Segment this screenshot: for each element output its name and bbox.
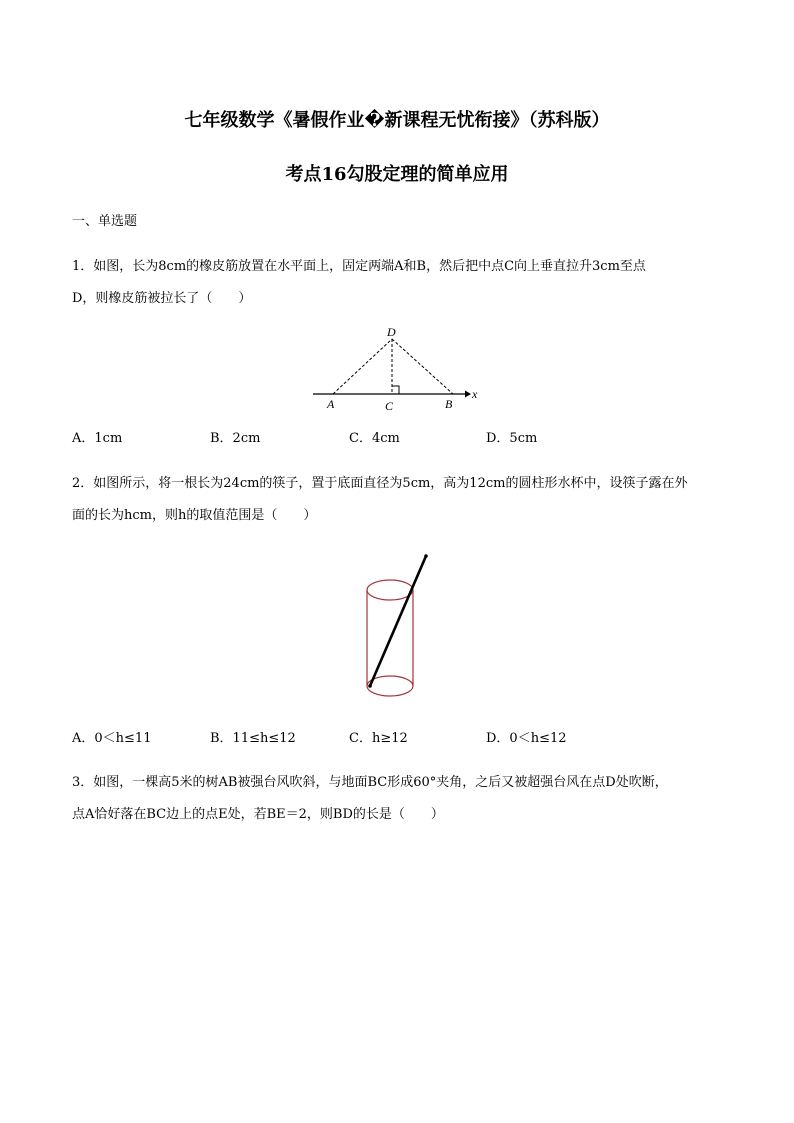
cylinder-top (367, 580, 413, 600)
q1-option-d: D．5cm (486, 431, 538, 446)
document-subtitle: 考点16勾股定理的简单应用 (285, 164, 509, 185)
segment-ad (333, 339, 392, 394)
label-a: A (327, 397, 335, 411)
question-3-line-1: 3．如图，一棵高5米的树AB被强台风吹斜，与地面BC形成60°夹角，之后又被超强台风在点D处吹断， (72, 775, 668, 790)
section-heading: 一、单选题 (72, 214, 138, 229)
question-2-line-1: 2．如图所示，将一根长为24cm的筷子，置于底面直径为5cm，高为12cm的圆柱形水杯中，设筷子露在外 (72, 476, 688, 491)
label-b: B (445, 397, 453, 411)
label-x: x (472, 387, 478, 401)
q1-option-c: C．4cm (349, 431, 400, 446)
right-angle-mark (392, 386, 399, 394)
question-3-line-2: 点A恰好落在BC边上的点E处，若BE＝2，则BD的长是（ ） (72, 807, 444, 822)
question-1-line-1: 1．如图，长为8cm的橡皮筋放置在水平面上，固定两端A和B，然后把中点C向上垂直拉升3cm至点 (72, 259, 646, 274)
q2-option-b: B．11≤h≤12 (210, 731, 296, 746)
question-2-line-2: 面的长为hcm，则h的取值范围是（ ） (72, 508, 317, 523)
q2-option-c: C．h≥12 (349, 731, 408, 746)
q2-option-d: D．0＜h≤12 (486, 731, 567, 746)
question-2-figure (355, 548, 445, 700)
axis-arrow (465, 391, 471, 398)
question-1-figure (305, 322, 485, 414)
segment-db (392, 339, 453, 394)
document-title: 七年级数学《暑假作业�新课程无忧衔接》（苏科版） (184, 110, 610, 131)
q1-option-a: A．1cm (72, 431, 123, 446)
chopstick-end (424, 554, 428, 558)
label-d: D (387, 325, 396, 339)
chopstick-base (368, 684, 372, 688)
label-c: C (385, 399, 394, 413)
chopstick (370, 556, 426, 686)
q1-option-b: B．2cm (210, 431, 261, 446)
q2-option-a: A．0＜h≤11 (72, 731, 152, 746)
question-1-line-2: D，则橡皮筋被拉长了（ ） (72, 291, 252, 306)
